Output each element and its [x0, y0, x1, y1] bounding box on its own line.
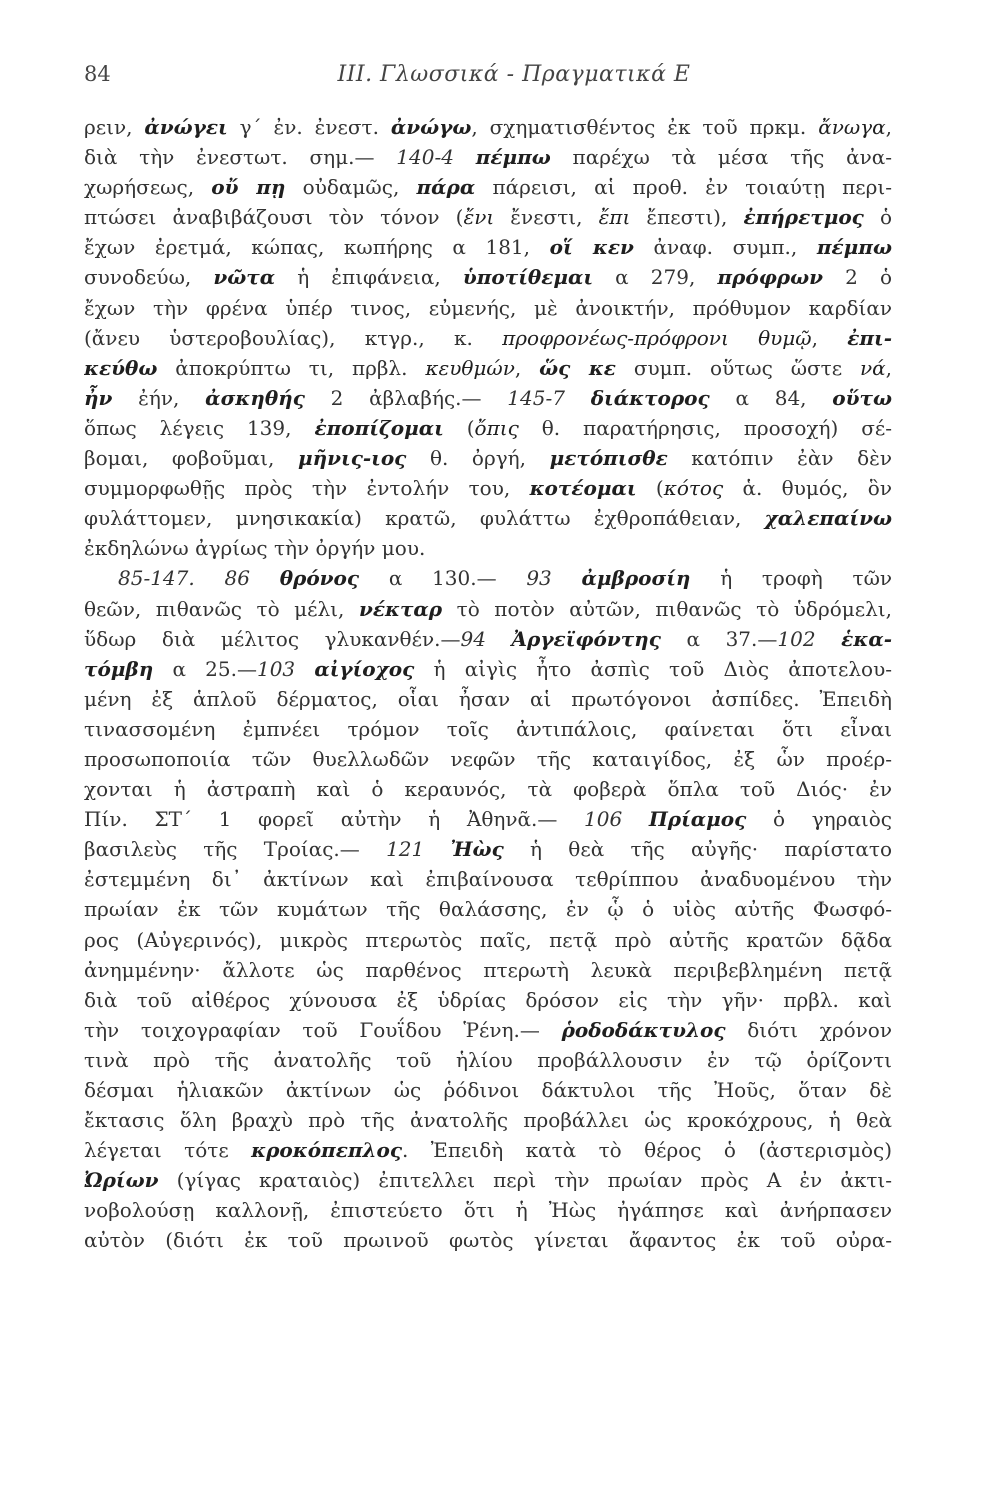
lemma: κροκόπεπλος: [251, 1138, 403, 1163]
text-line: [84, 1075, 892, 1105]
lemma: ἀνώγει: [144, 115, 228, 139]
text-segment: ὕδωρ διὰ μέλιτος γλυκανθέν.—: [84, 626, 461, 651]
text-segment: [552, 566, 582, 590]
text-line: [84, 1195, 892, 1225]
verse-reference: 145-7: [507, 385, 565, 410]
text-line: [84, 323, 892, 353]
text-segment: κατόπιν ἐὰν δὲν: [667, 446, 892, 471]
text-segment: παρέχω τὰ μέσα τῆς ἀνα-: [550, 145, 892, 170]
text-segment: ὁ γηραιὸς: [746, 807, 892, 832]
lemma: μετόπισθε: [549, 446, 668, 471]
text-segment: ἀποκρύπτω τι, πρβλ.: [157, 355, 426, 380]
text-segment: ρος (Αὐγερινός), μικρὸς πτερωτὸς παῖς, πετᾷ πρὸ αὐτῆς κρατῶν δᾷδα: [84, 927, 892, 952]
text-line: [84, 1015, 892, 1045]
text-line: [84, 1105, 892, 1135]
verse-reference: 86: [224, 566, 250, 591]
text-line: [84, 774, 892, 804]
verse-reference: 103: [256, 656, 296, 681]
text-segment: . Ἐπειδὴ κατὰ τὸ θέρος ὁ (ἀστερισμὸς): [402, 1138, 892, 1163]
text-segment: [816, 627, 842, 651]
verse-reference: 106: [584, 807, 623, 832]
text-segment: [454, 145, 476, 169]
page-header: [84, 62, 944, 96]
lemma: πάρα: [416, 175, 476, 200]
page-number: 84: [84, 62, 111, 86]
text-segment: διὰ τοῦ αἰθέρος χύνουσα ἐξ ὑδρίας δρόσον εἰς τὴν γῆν· πρβλ. καὶ: [84, 987, 892, 1012]
text-segment: ρειν,: [84, 115, 145, 139]
text-segment: ἔπεστι),: [630, 205, 744, 230]
text-line: [84, 262, 892, 292]
text-segment: 2 ὁ: [823, 265, 892, 290]
lemma: Πρίαμος: [648, 807, 747, 832]
verse-reference: 121: [386, 837, 425, 862]
text-line: [84, 383, 892, 413]
text-segment: ἐκδηλώνω ἀγρίως τὴν ὀργήν μου.: [84, 536, 426, 561]
text-segment: ἡ θεὰ τῆς αὐγῆς· παρίστατο: [503, 837, 892, 862]
text-segment: ἡ αἰγὶς ἦτο ἀσπὶς τοῦ Διὸς ἀποτελου-: [414, 656, 892, 681]
running-title: III. Γλωσσικά - Πραγματικά Ε: [337, 62, 691, 87]
text-segment: ἡ ἐπιφάνεια,: [275, 265, 463, 290]
text-segment: ,: [885, 355, 892, 380]
text-line: [84, 894, 892, 924]
lemma: οἵ κεν: [549, 235, 634, 260]
italic-term: προφρονέως-πρόφρονι θυμῷ: [502, 325, 812, 350]
lemma: νέκταρ: [358, 596, 443, 621]
text-segment: βομαι, φοβοῦμαι,: [84, 446, 298, 471]
text-segment: θ. ὀργή,: [406, 446, 550, 471]
text-segment: ἁ. θυμός, ὃν: [723, 476, 892, 501]
text-segment: Πίν. ΣΤ´ 1 φορεῖ αὐτὴν ἡ Ἀθηνᾶ.—: [84, 807, 585, 832]
text-segment: μένη ἐξ ἁπλοῦ δέρματος, οἷαι ἦσαν αἱ πρωτόγονοι ἀσπίδες. Ἐπειδὴ: [84, 686, 892, 711]
text-segment: ὅπως λέγεις 139,: [84, 415, 315, 440]
text-segment: ἐήν,: [112, 385, 206, 410]
text-segment: συνοδεύω,: [84, 265, 214, 290]
italic-term: ἄνωγα: [818, 115, 886, 139]
text-segment: συμμορφωθῇς πρὸς τὴν ἐντολήν του,: [84, 476, 530, 501]
italic-term: κότος: [663, 476, 724, 501]
text-line: [84, 1045, 892, 1075]
text-segment: α 279,: [593, 265, 718, 290]
lemma: πέμπω: [475, 145, 551, 170]
text-segment: [295, 657, 314, 681]
text-line: [84, 533, 892, 563]
text-segment: ἔχων τὴν φρένα ὑπέρ τινος, εὐμενής, μὲ ἀνοικτήν, πρόθυμον καρδίαν: [84, 295, 892, 320]
text-segment: θ. παρατήρησις, προσοχή) σέ-: [518, 415, 892, 440]
lemma: ἐπήρετμος: [743, 205, 864, 230]
text-segment: (: [443, 415, 475, 440]
text-segment: πτώσει ἀναβιβάζουσι τὸν τόνον (: [84, 205, 464, 230]
text-segment: [565, 386, 591, 410]
italic-term: νά: [859, 355, 886, 380]
text-segment: (ἄνευ ὑστεροβουλίας), κτγρ., κ.: [84, 325, 503, 350]
italic-term: ἔνι: [463, 205, 495, 230]
verse-reference: 94: [460, 626, 486, 651]
text-segment: χωρήσεως,: [84, 175, 212, 200]
text-segment: προσωποποιία τῶν θυελλωδῶν νεφῶν τῆς καταιγίδος, ἐξ ὧν προέρ-: [84, 746, 892, 771]
text-line: [84, 1225, 892, 1255]
text-segment: πάρεισι, αἱ προθ. ἐν τοιαύτῃ περι-: [475, 175, 892, 200]
lemma: αἰγίοχος: [314, 656, 415, 681]
text-segment: δέσμαι ἡλιακῶν ἀκτίνων ὡς ῥόδινοι δάκτυλοι τῆς Ἠοῦς, ὅταν δὲ: [84, 1078, 892, 1102]
commentary-text: [84, 112, 892, 1256]
text-line: [84, 112, 892, 142]
text-segment: βασιλεὺς τῆς Τροίας.—: [84, 837, 387, 862]
lemma: ὥς κε: [539, 355, 616, 380]
text-segment: θεῶν, πιθανῶς τὸ μέλι,: [84, 596, 359, 621]
italic-term: κευθμών: [425, 355, 515, 380]
text-line: [84, 293, 892, 323]
text-segment: α 37.—: [660, 626, 778, 651]
italic-term: ἔπι: [598, 205, 631, 230]
text-segment: λέγεται τότε: [84, 1138, 252, 1163]
lemma: μῆνις-ιος: [297, 446, 407, 471]
lemma: πρόφρων: [717, 265, 824, 290]
text-line: [84, 654, 892, 684]
text-segment: , σχηματισθέντος ἐκ τοῦ πρκμ.: [471, 115, 819, 139]
lemma: Ἀργεϊφόντης: [511, 626, 661, 651]
text-segment: [250, 566, 280, 590]
lemma: οὔ πῃ: [211, 175, 286, 200]
text-segment: ἔχων ἐρετμά, κώπας, κωπήρης α 181,: [84, 235, 550, 260]
text-line: [84, 834, 892, 864]
text-segment: [622, 807, 649, 831]
text-segment: ἡ τροφὴ τῶν: [690, 566, 892, 591]
text-segment: α 25.—: [153, 656, 257, 681]
text-line: [84, 955, 892, 985]
text-segment: τὴν τοιχογραφίαν τοῦ Γουΐδου Ῥένη.—: [84, 1017, 562, 1042]
lemma: ὑποτίθεμαι: [462, 265, 594, 290]
text-line: [84, 413, 892, 443]
text-line: [84, 624, 892, 654]
text-segment: [486, 627, 512, 651]
text-line: [84, 714, 892, 744]
text-line: [84, 744, 892, 774]
lemma: ἀσκηθής: [205, 385, 305, 410]
text-line: [84, 1135, 892, 1165]
text-segment: διότι χρόνον: [725, 1017, 892, 1042]
text-line: [84, 473, 892, 503]
text-line: [84, 684, 892, 714]
text-segment: [424, 837, 450, 861]
lemma: τόμβη: [84, 656, 154, 681]
text-line: [84, 563, 892, 593]
lemma: θρόνος: [279, 566, 360, 591]
lemma: ἐπι-: [847, 325, 892, 350]
text-line: [84, 503, 892, 533]
lemma: κεύθω: [84, 355, 158, 380]
verse-reference: 102: [777, 626, 816, 651]
text-segment: (γίγας κραταιὸς) ἐπιτελλει περὶ τὴν πρωίαν πρὸς Α ἐν ἀκτι-: [158, 1168, 892, 1193]
text-line: [84, 1165, 892, 1195]
lemma: ἐποπίζομαι: [314, 415, 444, 440]
text-segment: 2 ἀβλαβής.—: [304, 385, 508, 410]
text-segment: διὰ τὴν ἐνεστωτ. σημ.—: [84, 145, 397, 170]
lemma: Ἠὼς: [450, 837, 504, 862]
text-segment: ,: [811, 325, 848, 350]
lemma: ἀμβροσίη: [581, 566, 691, 591]
text-segment: φυλάττομεν, μνησικακία) κρατῶ, φυλάττω ἐχθροπάθειαν,: [84, 506, 765, 531]
text-line: [84, 172, 892, 202]
text-segment: συμπ. οὕτως ὥστε: [615, 355, 860, 380]
text-segment: τινασσομένη ἐμπνέει τρόμον τοῖς ἀντιπάλοις, φαίνεται ὅτι εἶναι: [84, 716, 892, 741]
lemma: πέμπω: [816, 235, 892, 260]
lemma: οὕτω: [832, 385, 892, 410]
lemma: Ὠρίων: [84, 1168, 159, 1193]
text-segment: (: [636, 476, 664, 501]
verse-reference: 85-147.: [118, 566, 195, 591]
lemma: χαλεπαίνω: [764, 506, 892, 531]
text-segment: οὐδαμῶς,: [285, 175, 417, 200]
verse-reference: 140-4: [396, 145, 454, 170]
text-segment: ἀναφ. συμπ.,: [633, 235, 817, 260]
text-segment: νοβολούσῃ καλλονῇ, ἐπιστεύετο ὅτι ἡ Ἠὼς ἠγάπησε καὶ ἀνήρπασεν: [84, 1198, 892, 1223]
text-line: [84, 443, 892, 473]
text-segment: ἔκτασις ὅλη βραχὺ πρὸ τῆς ἀνατολῆς προβάλλει ὡς κροκόχρους, ἡ θεὰ: [84, 1108, 892, 1133]
text-segment: ἀνημμένην· ἄλλοτε ὡς παρθένος πτερωτὴ λευκὰ περιβεβλημένη πετᾷ: [84, 957, 892, 982]
text-line: [84, 202, 892, 232]
verse-reference: 93: [526, 566, 552, 591]
text-line: [84, 353, 892, 383]
lemma: ἀνώγω: [390, 115, 472, 139]
text-line: [84, 804, 892, 834]
text-segment: αὐτὸν (διότι ἐκ τοῦ πρωινοῦ φωτὸς γίνεται ἄφαντος ἐκ τοῦ οὐρα-: [84, 1228, 892, 1253]
lemma: κοτέομαι: [529, 476, 637, 501]
text-segment: ,: [885, 115, 892, 139]
text-segment: ,: [514, 355, 540, 380]
italic-term: ὄπις: [474, 415, 519, 440]
text-line: [84, 925, 892, 955]
lemma: ῥοδοδάκτυλος: [561, 1017, 726, 1042]
text-segment: χονται ἡ ἀστραπὴ καὶ ὁ κεραυνός, τὰ φοβερὰ ὅπλα τοῦ Διός· ἐν: [84, 777, 892, 802]
text-segment: α 84,: [709, 385, 833, 410]
text-line: [84, 142, 892, 172]
lemma: ἑκα-: [841, 626, 892, 651]
text-line: [84, 232, 892, 262]
lemma: ἦν: [84, 385, 113, 410]
text-segment: ὁ: [863, 205, 892, 230]
text-line: [84, 985, 892, 1015]
text-segment: ἐστεμμένη δι᾽ ἀκτίνων καὶ ἐπιβαίνουσα τεθρίππου ἀναδυομένου τὴν: [84, 867, 892, 892]
text-segment: [195, 566, 225, 590]
text-segment: γ´ ἐν. ἐνεστ.: [227, 115, 391, 139]
text-segment: ἔνεστι,: [494, 205, 599, 230]
lemma: νῶτα: [213, 265, 276, 290]
text-segment: τινὰ πρὸ τῆς ἀνατολῆς τοῦ ἡλίου προβάλλουσιν ἐν τῷ ὁρίζοντι: [84, 1047, 892, 1072]
text-segment: α 130.—: [359, 566, 527, 591]
text-segment: τὸ ποτὸν αὐτῶν, πιθανῶς τὸ ὑδρόμελι,: [442, 596, 892, 621]
text-line: [84, 864, 892, 894]
lemma: διάκτορος: [590, 385, 710, 410]
text-line: [84, 594, 892, 624]
text-segment: πρωίαν ἐκ τῶν κυμάτων τῆς θαλάσσης, ἐν ᾧ ὁ υἱὸς αὐτῆς Φωσφό-: [84, 897, 892, 922]
